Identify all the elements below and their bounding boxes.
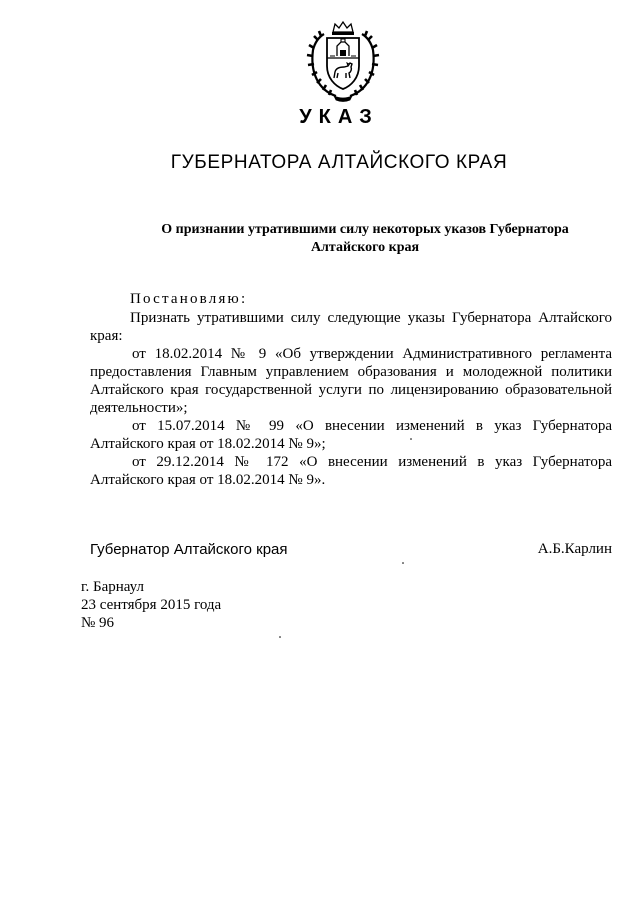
decree-subject-line: Алтайского края bbox=[310, 240, 420, 255]
decree-body bbox=[90, 309, 612, 489]
decree-word: Постановляю: bbox=[130, 291, 248, 307]
issuer-heading: ГУБЕРНАТОРА АЛТАЙСКОГО КРАЯ bbox=[170, 152, 508, 173]
decree-subject bbox=[130, 221, 600, 257]
document-type-heading: УКАЗ bbox=[299, 106, 379, 128]
signature-block bbox=[90, 541, 612, 559]
signatory-title: Губернатор Алтайского края bbox=[90, 541, 288, 558]
signatory-name: А.Б.Карлин bbox=[537, 541, 612, 557]
repealed-decree-item: от 18.02.2014 № 9 «Об утверждении Административного регламента предоставления Главным управлением образования и молодежной политики Алтайского края государственной услуги по лицензированию образовательной деятельности»; bbox=[90, 346, 612, 416]
issue-date: 23 сентября 2015 года bbox=[81, 597, 222, 613]
decree-subject-line: О признании утратившими силу некоторых указов Губернатора bbox=[161, 222, 569, 237]
issue-place: г. Барнаул bbox=[81, 579, 144, 595]
scan-speck bbox=[410, 438, 412, 440]
place-date-block bbox=[81, 578, 221, 632]
repealed-decree-item: от 29.12.2014 № 172 «О внесении изменений в указ Губернатора Алтайского края от 18.02.2014 № 9». bbox=[90, 454, 612, 488]
decree-number: № 96 bbox=[81, 615, 115, 631]
scan-speck bbox=[279, 636, 281, 638]
altai-krai-coat-of-arms-icon bbox=[306, 20, 380, 102]
repealed-decree-item: от 15.07.2014 № 99 «О внесении изменений в указ Губернатора Алтайского края от 18.02.2014 № 9»; bbox=[90, 418, 612, 452]
intro-paragraph: Признать утратившими силу следующие указы Губернатора Алтайского края: bbox=[90, 310, 612, 344]
scan-speck bbox=[402, 562, 404, 564]
